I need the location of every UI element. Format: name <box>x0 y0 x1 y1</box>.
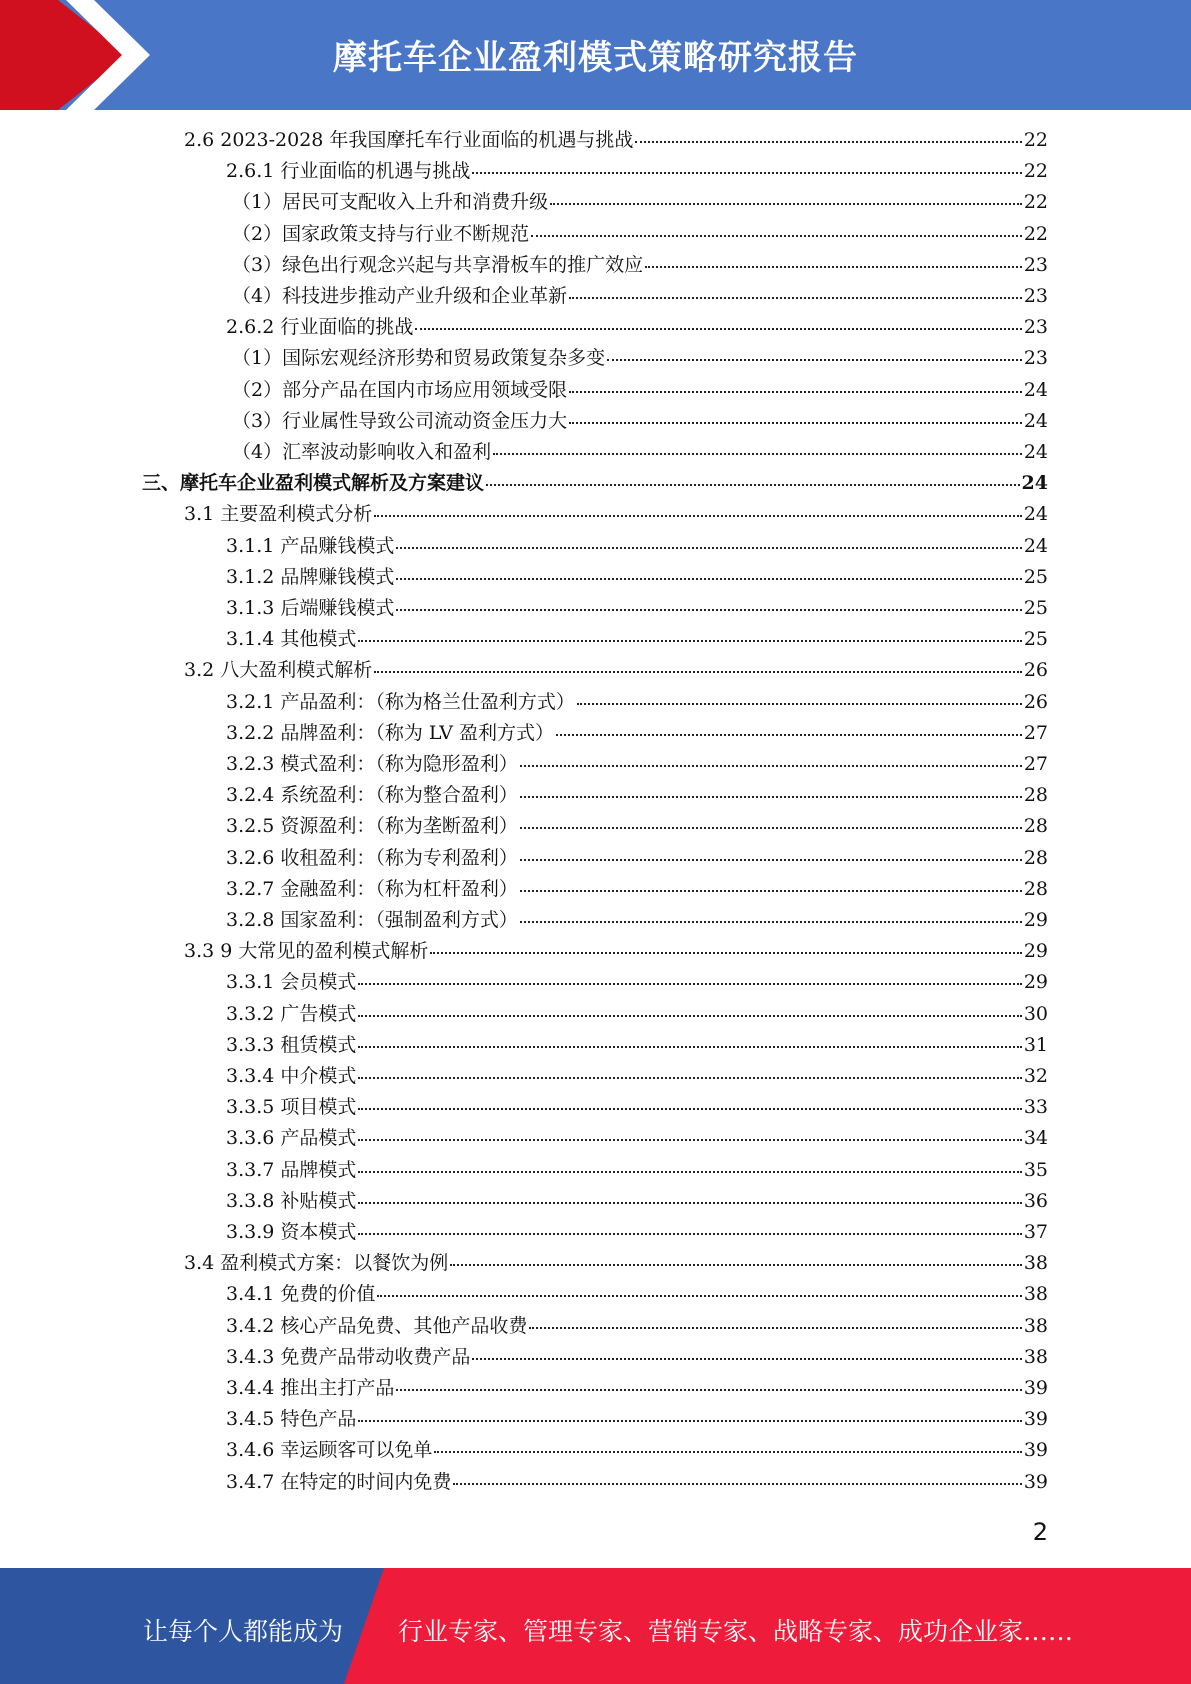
toc-entry-title: 3.2 八大盈利模式解析 <box>184 659 373 682</box>
toc-entry-title: 3.4.7 在特定的时间内免费 <box>226 1470 452 1493</box>
toc-entry-title: 3.4.2 核心产品免费、其他产品收费 <box>226 1314 528 1337</box>
toc-entry[interactable] <box>226 312 1048 343</box>
toc-entry[interactable] <box>226 780 1048 811</box>
toc-entry[interactable] <box>226 1404 1048 1435</box>
toc-entry-page: 29 <box>1023 971 1048 994</box>
toc-dot-leader <box>645 254 1022 268</box>
toc-dot-leader <box>550 191 1022 205</box>
toc-entry-page: 25 <box>1023 597 1048 619</box>
toc-entry[interactable] <box>232 406 1048 437</box>
toc-entry-title: 三、摩托车企业盈利模式解析及方案建议 <box>142 472 485 495</box>
toc-entry[interactable] <box>226 749 1048 780</box>
toc-dot-leader <box>520 909 1022 923</box>
toc-entry-page: 26 <box>1023 690 1048 713</box>
toc-entry-title: 3.3.4 中介模式 <box>226 1065 357 1087</box>
toc-entry-title: 3.3.9 资本模式 <box>226 1221 357 1243</box>
toc-dot-leader <box>430 940 1021 954</box>
toc-entry-title: 3.2.3 模式盈利：（称为隐形盈利） <box>226 753 518 775</box>
toc-entry-page: 39 <box>1023 1439 1048 1462</box>
toc-entry[interactable] <box>226 1155 1048 1186</box>
toc-dot-leader <box>358 1127 1021 1141</box>
toc-entry[interactable] <box>232 343 1048 374</box>
toc-entry-title: 2.6.1 行业面临的机遇与挑战 <box>226 160 471 183</box>
toc-entry[interactable] <box>184 936 1048 967</box>
toc-entry-page: 26 <box>1023 659 1048 682</box>
toc-dot-leader <box>472 160 1021 174</box>
toc-entry-title: 3.2.1 产品盈利：（称为格兰仕盈利方式） <box>226 690 575 713</box>
toc-entry-page: 23 <box>1023 316 1048 339</box>
toc-entry[interactable] <box>226 905 1048 936</box>
toc-entry-page: 33 <box>1023 1096 1048 1119</box>
toc-dot-leader <box>569 410 1022 424</box>
toc-dot-leader <box>529 1315 1021 1329</box>
toc-entry[interactable] <box>232 437 1048 468</box>
toc-dot-leader <box>358 1408 1021 1422</box>
toc-entry-page: 25 <box>1023 628 1048 651</box>
toc-entry-page: 28 <box>1023 877 1048 900</box>
footer-slogan-left: 让每个人都能成为 <box>143 1617 344 1646</box>
toc-entry-page: 24 <box>1023 409 1048 432</box>
toc-dot-leader <box>531 223 1022 237</box>
toc-dot-leader <box>520 878 1022 892</box>
toc-entry-title: 3.4.1 免费的价值 <box>226 1283 376 1306</box>
toc-entry-page: 36 <box>1023 1189 1048 1212</box>
toc-entry-title: 2.6 2023-2028 年我国摩托车行业面临的机遇与挑战 <box>184 129 634 151</box>
toc-dot-leader <box>607 347 1022 361</box>
toc-entry-title: 3.4.6 幸运顾客可以免单 <box>226 1439 433 1462</box>
toc-dot-leader <box>358 1034 1021 1048</box>
toc-entry[interactable] <box>226 1435 1048 1466</box>
toc-entry-page: 22 <box>1023 129 1048 151</box>
toc-dot-leader <box>453 1471 1021 1485</box>
toc-entry-title: 3.3.5 项目模式 <box>226 1096 357 1119</box>
toc-dot-leader <box>569 285 1022 299</box>
toc-dot-leader <box>434 1439 1021 1453</box>
toc-dot-leader <box>577 691 1022 705</box>
toc-entry-title: 3.2.5 资源盈利：（称为垄断盈利） <box>226 815 518 838</box>
toc-dot-leader <box>358 1065 1021 1079</box>
toc-entry[interactable] <box>226 718 1048 749</box>
toc-dot-leader <box>450 1252 1022 1266</box>
toc-dot-leader <box>377 1283 1021 1297</box>
toc-dot-leader <box>396 566 1021 580</box>
toc-entry[interactable] <box>232 375 1048 406</box>
toc-entry-title: 3.3.2 广告模式 <box>226 1002 357 1025</box>
toc-entry-title: （4）科技进步推动产业升级和企业革新 <box>232 285 568 307</box>
toc-entry-page: 24 <box>1021 472 1048 495</box>
toc-dot-leader <box>374 659 1022 673</box>
toc-entry-page: 28 <box>1023 846 1048 869</box>
toc-entry-page: 37 <box>1023 1221 1048 1243</box>
toc-entry-page: 38 <box>1023 1345 1048 1368</box>
toc-entry-title: （3）行业属性导致公司流动资金压力大 <box>232 409 568 432</box>
toc-dot-leader <box>520 753 1022 767</box>
toc-entry-page: 39 <box>1023 1470 1048 1493</box>
toc-entry[interactable] <box>226 1030 1048 1061</box>
toc-entry-title: 3.1.1 产品赚钱模式 <box>226 534 395 557</box>
toc-entry-page: 24 <box>1023 441 1048 463</box>
toc-dot-leader <box>358 971 1021 985</box>
toc-entry-title: 3.3.8 补贴模式 <box>226 1189 357 1212</box>
toc-entry[interactable] <box>226 1467 1048 1498</box>
toc-dot-leader <box>415 316 1021 330</box>
toc-entry-page: 27 <box>1023 753 1048 775</box>
toc-dot-leader <box>493 441 1022 455</box>
toc-entry[interactable] <box>232 219 1048 250</box>
toc-dot-leader <box>358 1096 1021 1110</box>
toc-dot-leader <box>358 1190 1021 1204</box>
toc-entry-title: （1）国际宏观经济形势和贸易政策复杂多变 <box>232 347 606 370</box>
toc-entry-title: 3.1.3 后端赚钱模式 <box>226 597 395 619</box>
toc-dot-leader <box>358 1221 1021 1235</box>
toc-dot-leader <box>396 1377 1021 1391</box>
toc-entry[interactable] <box>226 999 1048 1030</box>
toc-dot-leader <box>358 628 1021 642</box>
toc-entry-title: 3.4 盈利模式方案：以餐饮为例 <box>184 1252 449 1275</box>
toc-entry-page: 24 <box>1023 503 1048 526</box>
toc-entry-title: 3.2.7 金融盈利：（称为杠杆盈利） <box>226 877 518 900</box>
toc-entry-page: 24 <box>1023 534 1048 557</box>
toc-entry[interactable] <box>232 187 1048 218</box>
report-title: 摩托车企业盈利模式策略研究报告 <box>333 38 858 78</box>
toc-entry[interactable] <box>226 562 1048 593</box>
toc-entry[interactable] <box>226 843 1048 874</box>
toc-entry-page: 23 <box>1023 347 1048 370</box>
toc-entry[interactable] <box>226 593 1048 624</box>
toc-entry-page: 30 <box>1023 1002 1048 1025</box>
toc-dot-leader <box>520 847 1022 861</box>
toc-entry-page: 34 <box>1023 1127 1048 1150</box>
toc-entry-page: 39 <box>1023 1377 1048 1399</box>
toc-dot-leader <box>635 129 1021 143</box>
toc-entry[interactable] <box>226 1311 1048 1342</box>
page-number: 2 <box>1032 1518 1048 1546</box>
toc-entry-title: 3.2.6 收租盈利：（称为专利盈利） <box>226 846 518 869</box>
toc-entry-page: 39 <box>1023 1408 1048 1431</box>
toc-entry-title: （2）部分产品在国内市场应用领域受限 <box>232 378 568 401</box>
toc-entry-page: 28 <box>1023 784 1048 807</box>
toc-dot-leader <box>486 472 1020 486</box>
toc-entry-title: 3.2.4 系统盈利：（称为整合盈利） <box>226 784 518 807</box>
toc-entry-title: 3.4.3 免费产品带动收费产品 <box>226 1345 471 1368</box>
toc-entry-title: 3.4.4 推出主打产品 <box>226 1377 395 1399</box>
toc-dot-leader <box>374 503 1022 517</box>
page-header <box>0 0 1191 110</box>
toc-entry-title: 3.3.3 租赁模式 <box>226 1033 357 1056</box>
toc-entry-page: 38 <box>1023 1283 1048 1306</box>
toc-entry[interactable] <box>226 1061 1048 1092</box>
toc-entry[interactable] <box>142 468 1048 499</box>
toc-entry[interactable] <box>184 655 1048 686</box>
toc-entry[interactable] <box>232 281 1048 312</box>
toc-entry-page: 38 <box>1023 1314 1048 1337</box>
toc-dot-leader <box>520 815 1022 829</box>
toc-entry[interactable] <box>226 156 1048 187</box>
toc-entry[interactable] <box>226 1217 1048 1248</box>
toc-entry-page: 27 <box>1023 721 1048 744</box>
toc-entry[interactable] <box>232 250 1048 281</box>
toc-dot-leader <box>358 1003 1021 1017</box>
toc-entry[interactable] <box>226 687 1048 718</box>
toc-entry-page: 22 <box>1023 191 1048 214</box>
toc-entry-page: 25 <box>1023 565 1048 588</box>
toc-entry[interactable] <box>226 967 1048 998</box>
toc-entry[interactable] <box>226 811 1048 842</box>
toc-entry-title: （1）居民可支配收入上升和消费升级 <box>232 191 549 214</box>
toc-entry-title: 3.2.2 品牌盈利：（称为 LV 盈利方式） <box>226 721 555 744</box>
toc-entry[interactable] <box>226 624 1048 655</box>
toc-entry-page: 32 <box>1023 1065 1048 1087</box>
toc-dot-leader <box>358 1159 1021 1173</box>
toc-entry[interactable] <box>226 1092 1048 1123</box>
toc-entry-title: 3.1.4 其他模式 <box>226 628 357 651</box>
toc-entry-title: 3.1.2 品牌赚钱模式 <box>226 565 395 588</box>
toc-entry-page: 29 <box>1023 909 1048 931</box>
toc-entry-title: 3.3.6 产品模式 <box>226 1127 357 1150</box>
toc-entry-title: （2）国家政策支持与行业不断规范 <box>232 222 530 245</box>
toc-entry-title: （3）绿色出行观念兴起与共享滑板车的推广效应 <box>232 253 644 276</box>
toc-entry-title: 3.2.8 国家盈利：（强制盈利方式） <box>226 909 518 931</box>
toc-entry-page: 23 <box>1023 285 1048 307</box>
toc-entry-title: 3.3.7 品牌模式 <box>226 1158 357 1181</box>
toc-entry-page: 29 <box>1023 940 1048 963</box>
toc-entry[interactable] <box>184 499 1048 530</box>
toc-dot-leader <box>556 722 1022 736</box>
toc-entry-page: 23 <box>1023 253 1048 276</box>
toc-dot-leader <box>569 379 1022 393</box>
toc-entry-page: 22 <box>1023 160 1048 183</box>
toc-entry[interactable] <box>226 1373 1048 1404</box>
toc-entry-title: 3.3 9 大常见的盈利模式解析 <box>184 940 429 963</box>
toc-entry-title: 3.3.1 会员模式 <box>226 971 357 994</box>
toc-entry-title: 3.1 主要盈利模式分析 <box>184 503 373 526</box>
toc-entry-page: 35 <box>1023 1158 1048 1181</box>
toc-entry-page: 31 <box>1023 1033 1048 1056</box>
toc-entry[interactable] <box>226 1342 1048 1373</box>
toc-entry-page: 22 <box>1023 222 1048 245</box>
toc-entry[interactable] <box>184 125 1048 156</box>
toc-entry[interactable] <box>226 874 1048 905</box>
toc-entry[interactable] <box>226 1279 1048 1310</box>
toc-entry[interactable] <box>226 531 1048 562</box>
footer-slogan-right: 行业专家、管理专家、营销专家、战略专家、成功企业家…… <box>398 1617 1074 1646</box>
toc-dot-leader <box>396 535 1021 549</box>
toc-entry-page: 28 <box>1023 815 1048 838</box>
toc-dot-leader <box>396 597 1021 611</box>
toc-entry-title: 3.4.5 特色产品 <box>226 1408 357 1431</box>
toc-dot-leader <box>520 784 1022 798</box>
toc-entry-title: （4）汇率波动影响收入和盈利 <box>232 441 492 463</box>
toc-entry-page: 38 <box>1023 1252 1048 1275</box>
toc-entry[interactable] <box>226 1123 1048 1154</box>
toc-entry-title: 2.6.2 行业面临的挑战 <box>226 316 414 339</box>
toc-entry[interactable] <box>184 1248 1048 1279</box>
page-footer <box>0 1568 1191 1684</box>
toc-entry-page: 24 <box>1023 378 1048 401</box>
toc-dot-leader <box>472 1346 1021 1360</box>
toc-entry[interactable] <box>226 1186 1048 1217</box>
